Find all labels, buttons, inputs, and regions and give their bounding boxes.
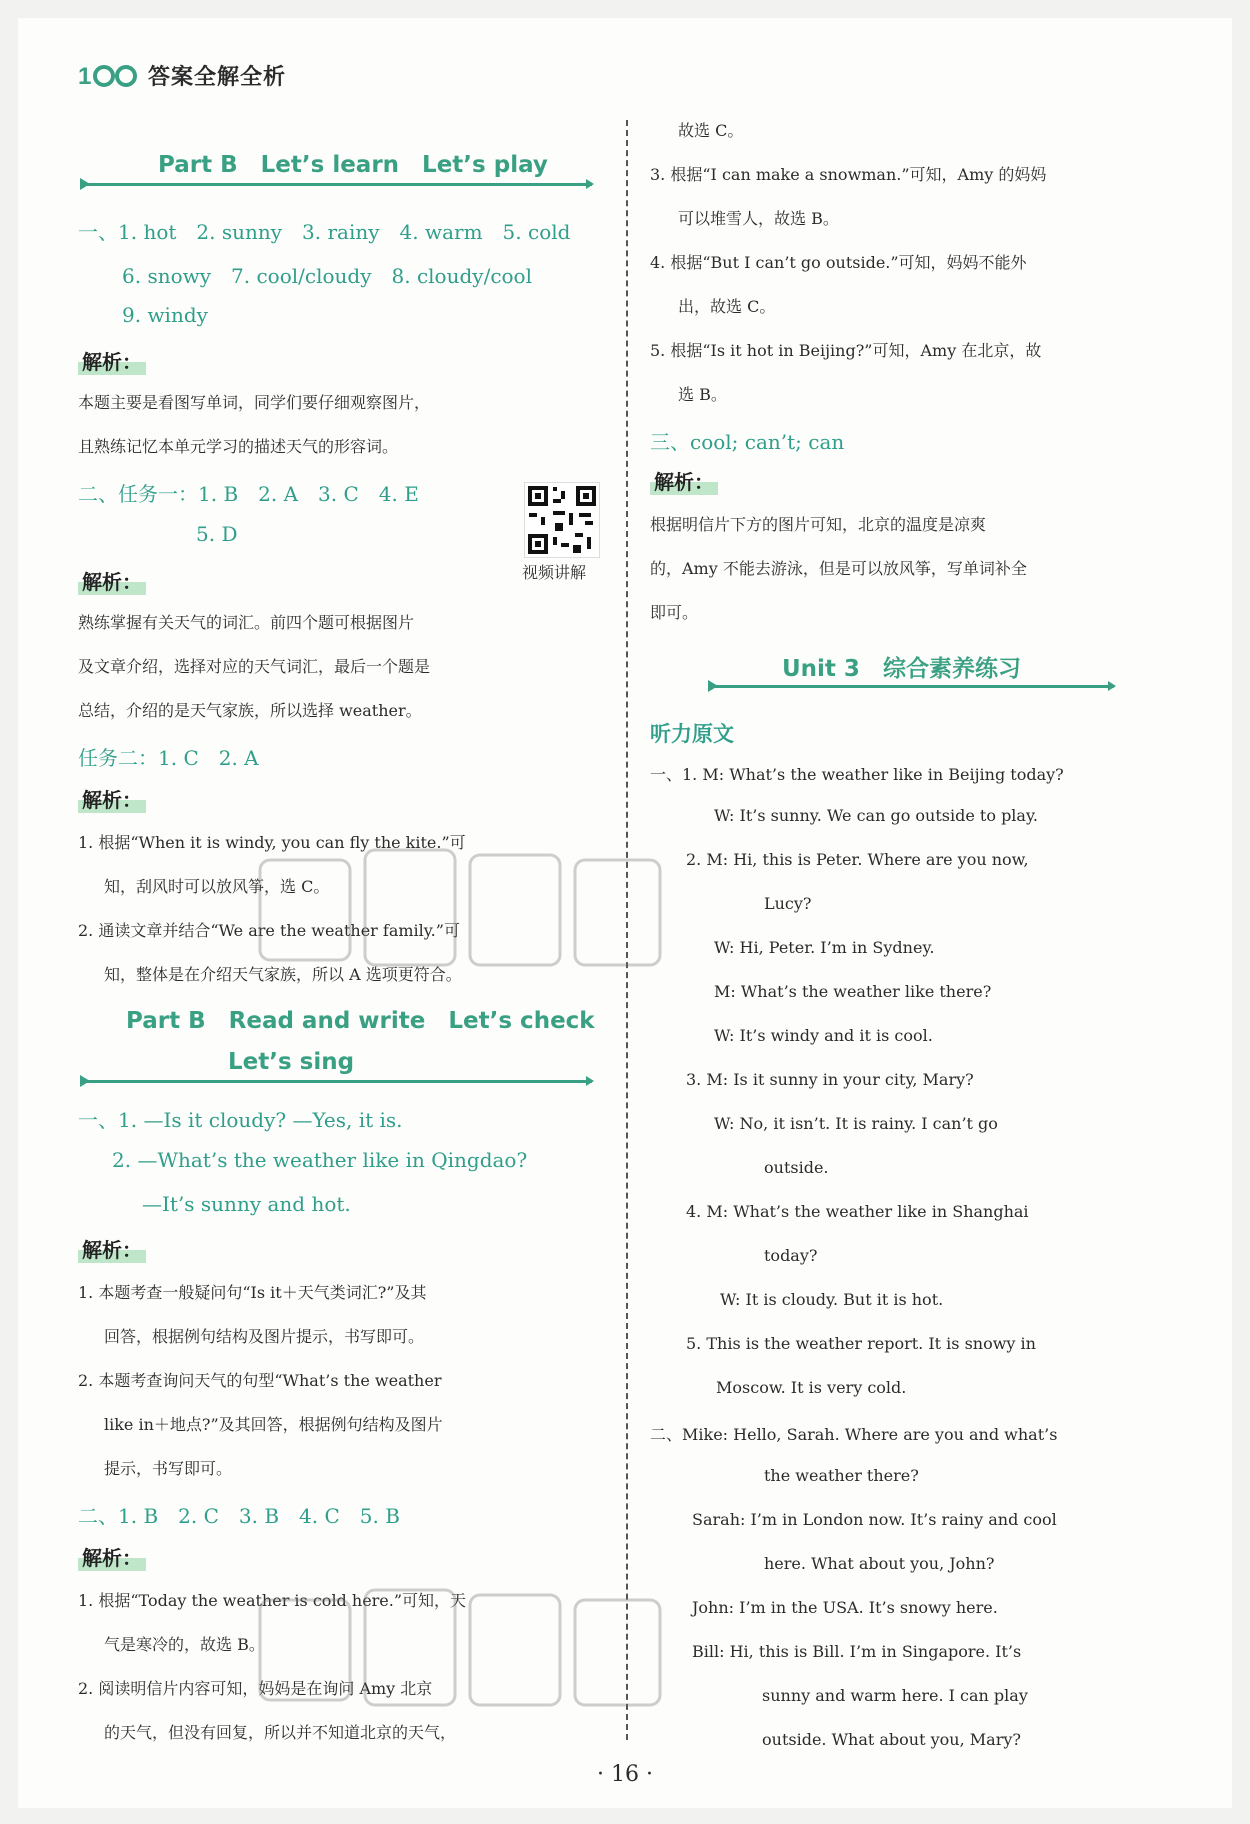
answer-line: —It’s sunny and hot. bbox=[142, 1192, 351, 1216]
analysis-text: 2. 通读文章并结合“We are the weather family.”可 bbox=[78, 921, 460, 940]
title-rule bbox=[82, 183, 592, 186]
dialogue-line: M: What’s the weather like there? bbox=[714, 982, 992, 1001]
analysis-text: 气是寒冷的，故选 B。 bbox=[104, 1635, 265, 1654]
analysis-text: like in＋地点?”及其回答，根据例句结构及图片 bbox=[104, 1415, 443, 1434]
analysis-text: 总结，介绍的是天气家族，所以选择 weather。 bbox=[78, 701, 422, 720]
dialogue-line: Bill: Hi, this is Bill. I’m in Singapore. It’s bbox=[692, 1642, 1022, 1661]
analysis-text: 根据明信片下方的图片可知，北京的温度是凉爽 bbox=[650, 515, 987, 534]
analysis-text: 知，整体是在介绍天气家族，所以 A 选项更符合。 bbox=[104, 965, 462, 984]
watermark-icon bbox=[250, 1580, 670, 1720]
section-title-part-b-read: Part B Read and write Let’s check bbox=[126, 1008, 595, 1034]
analysis-label: 解析： bbox=[78, 1234, 146, 1263]
analysis-text: 5. 根据“Is it hot in Beijing?”可知，Amy 在北京，故 bbox=[650, 341, 1042, 360]
analysis-text: 熟练掌握有关天气的词汇。前四个题可根据图片 bbox=[78, 613, 415, 632]
analysis-text: 提示，书写即可。 bbox=[104, 1459, 233, 1478]
analysis-text: 出，故选 C。 bbox=[678, 297, 776, 316]
dialogue-line: Sarah: I’m in London now. It’s rainy and cool bbox=[692, 1510, 1057, 1529]
dialogue-line: 一、1. M: What’s the weather like in Beijing today? bbox=[650, 765, 1064, 784]
dialogue-line: W: No, it isn’t. It is rainy. I can’t go bbox=[714, 1114, 998, 1133]
analysis-text: 4. 根据“But I can’t go outside.”可知，妈妈不能外 bbox=[650, 253, 1027, 272]
dialogue-line: 2. M: Hi, this is Peter. Where are you now, bbox=[686, 850, 1029, 869]
section-title-unit3: Unit 3 综合素养练习 bbox=[782, 656, 1021, 682]
analysis-text: 及文章介绍，选择对应的天气词汇，最后一个题是 bbox=[78, 657, 431, 676]
logo bbox=[78, 60, 286, 91]
analysis-label: 解析： bbox=[78, 346, 146, 375]
svg-text:1: 1 bbox=[78, 62, 92, 90]
analysis-text: 知，刮风时可以放风筝，选 C。 bbox=[104, 877, 330, 896]
analysis-text: 即可。 bbox=[650, 603, 699, 622]
title-rule bbox=[82, 1080, 592, 1083]
answer-line: 二、任务一：1. B 2. A 3. C 4. E bbox=[78, 482, 419, 506]
analysis-label: 解析： bbox=[78, 1542, 146, 1571]
answer-line: 6. snowy 7. cool/cloudy 8. cloudy/cool bbox=[122, 264, 532, 288]
analysis-text: 本题主要是看图写单词，同学们要仔细观察图片， bbox=[78, 393, 431, 412]
qr-code-icon[interactable] bbox=[524, 482, 600, 558]
answer-line: 一、1. —Is it cloudy? —Yes, it is. bbox=[78, 1108, 403, 1132]
dialogue-line: 4. M: What’s the weather like in Shanghai bbox=[686, 1202, 1029, 1221]
dialogue-line: outside. What about you, Mary? bbox=[762, 1730, 1021, 1749]
answer-line: 二、1. B 2. C 3. B 4. C 5. B bbox=[78, 1504, 400, 1528]
section-title-lets-sing: Let’s sing bbox=[228, 1049, 355, 1075]
dialogue-line: 二、Mike: Hello, Sarah. Where are you and what’s bbox=[650, 1425, 1058, 1444]
dialogue-line: here. What about you, John? bbox=[764, 1554, 995, 1573]
dialogue-line: W: It’s sunny. We can go outside to play. bbox=[714, 806, 1038, 825]
analysis-text: 2. 阅读明信片内容可知，妈妈是在询问 Amy 北京 bbox=[78, 1679, 433, 1698]
logo-100-icon bbox=[78, 62, 142, 90]
page-number: · 16 · bbox=[597, 1762, 653, 1787]
analysis-text: 回答，根据例句结构及图片提示，书写即可。 bbox=[104, 1327, 425, 1346]
analysis-text: 2. 本题考查询问天气的句型“What’s the weather bbox=[78, 1371, 442, 1390]
analysis-text: 可以堆雪人，故选 B。 bbox=[678, 209, 839, 228]
dialogue-line: 3. M: Is it sunny in your city, Mary? bbox=[686, 1070, 974, 1089]
analysis-text: 1. 根据“When it is windy, you can fly the kite.”可 bbox=[78, 833, 466, 852]
watermark-icon bbox=[250, 840, 670, 980]
analysis-label: 解析： bbox=[78, 566, 146, 595]
analysis-text: 3. 根据“I can make a snowman.”可知，Amy 的妈妈 bbox=[650, 165, 1047, 184]
dialogue-line: Lucy? bbox=[764, 894, 812, 913]
dialogue-line: today? bbox=[764, 1246, 818, 1265]
analysis-text: 选 B。 bbox=[678, 385, 727, 404]
answer-line: 2. —What’s the weather like in Qingdao? bbox=[112, 1148, 528, 1172]
analysis-text: 1. 根据“Today the weather is cold here.”可知，天 bbox=[78, 1591, 467, 1610]
dialogue-line: John: I’m in the USA. It’s snowy here. bbox=[692, 1598, 998, 1617]
logo-text: 答案全解全析 bbox=[148, 65, 287, 90]
section-title-part-b-learn: Part B Let’s learn Let’s play bbox=[158, 152, 548, 178]
listening-heading: 听力原文 bbox=[650, 722, 734, 746]
dialogue-line: W: Hi, Peter. I’m in Sydney. bbox=[714, 938, 935, 957]
dialogue-line: Moscow. It is very cold. bbox=[716, 1378, 907, 1397]
analysis-label: 解析： bbox=[650, 466, 718, 495]
analysis-text: 的天气，但没有回复，所以并不知道北京的天气， bbox=[104, 1723, 457, 1742]
analysis-text: 故选 C。 bbox=[678, 121, 744, 140]
dialogue-line: outside. bbox=[764, 1158, 829, 1177]
analysis-label: 解析： bbox=[78, 784, 146, 813]
dialogue-line: 5. This is the weather report. It is snowy in bbox=[686, 1334, 1036, 1353]
dialogue-line: W: It’s windy and it is cool. bbox=[714, 1026, 933, 1045]
analysis-text: 1. 本题考查一般疑问句“Is it＋天气类词汇?”及其 bbox=[78, 1283, 427, 1302]
dialogue-line: the weather there? bbox=[764, 1466, 919, 1485]
answer-line: 9. windy bbox=[122, 303, 208, 327]
qr-code-label: 视频讲解 bbox=[522, 563, 587, 582]
answer-line: 任务二：1. C 2. A bbox=[78, 746, 259, 770]
dialogue-line: W: It is cloudy. But it is hot. bbox=[720, 1290, 944, 1309]
analysis-text: 的，Amy 不能去游泳，但是可以放风筝，写单词补全 bbox=[650, 559, 1027, 578]
answer-line: 一、1. hot 2. sunny 3. rainy 4. warm 5. cold bbox=[78, 220, 571, 244]
analysis-text: 且熟练记忆本单元学习的描述天气的形容词。 bbox=[78, 437, 399, 456]
answer-line: 5. D bbox=[196, 522, 238, 546]
title-rule bbox=[710, 685, 1114, 688]
dialogue-line: sunny and warm here. I can play bbox=[762, 1686, 1028, 1705]
answer-line: 三、cool; can’t; can bbox=[650, 430, 845, 454]
